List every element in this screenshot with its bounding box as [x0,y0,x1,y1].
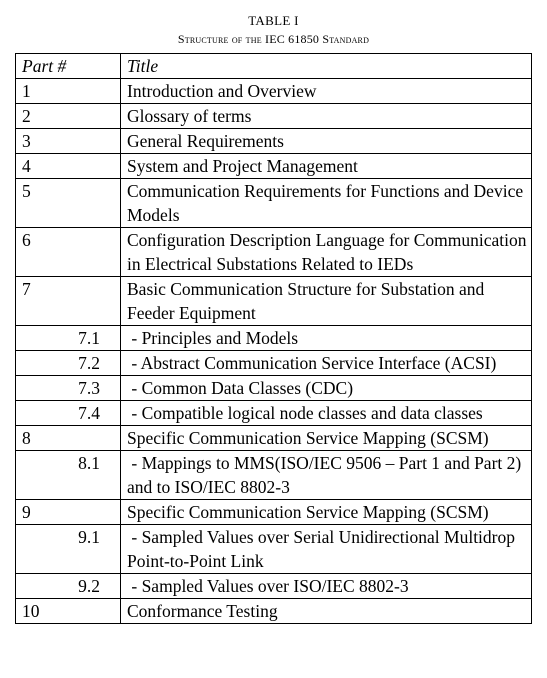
part-number-cell: 5 [16,179,121,228]
table-row [16,525,532,574]
part-title-cell: General Requirements [121,129,532,154]
table-row [16,401,532,426]
part-number-cell: 7.1 [16,326,121,351]
table-row [16,104,532,129]
part-title-cell: - Sampled Values over Serial Unidirectional Multidrop Point-to-Point Link [121,525,532,574]
part-title-cell: - Abstract Communication Service Interface (ACSI) [121,351,532,376]
part-number-cell: 9.2 [16,574,121,599]
part-number-cell: 7 [16,277,121,326]
table-title: Structure of the IEC 61850 Standard [177,32,370,46]
part-title-cell: - Principles and Models [121,326,532,351]
table-row [16,277,532,326]
part-number-cell: 4 [16,154,121,179]
part-title-cell: Specific Communication Service Mapping (SCSM) [121,426,532,451]
part-column-header: Part # [16,54,121,79]
table-row [16,129,532,154]
part-number-cell: 1 [16,79,121,104]
table-row [16,326,532,351]
table-label: TABLE I [248,13,299,28]
part-title-cell: Introduction and Overview [121,79,532,104]
part-number-cell: 7.3 [16,376,121,401]
table-row [16,376,532,401]
part-number-cell: 7.2 [16,351,121,376]
part-title-cell: Configuration Description Language for Communication in Electrical Substations Related to IEDs [121,228,532,277]
part-title-cell: Conformance Testing [121,599,532,624]
part-title-cell: - Compatible logical node classes and data classes [121,401,532,426]
table-row [16,574,532,599]
table-row [16,426,532,451]
table-row [16,351,532,376]
standard-structure-table [15,53,532,624]
part-number-cell: 2 [16,104,121,129]
part-title-cell: Basic Communication Structure for Substation and Feeder Equipment [121,277,532,326]
part-number-cell: 8 [16,426,121,451]
part-number-cell: 6 [16,228,121,277]
title-column-header: Title [121,54,532,79]
table-body [16,79,532,624]
part-title-cell: - Mappings to MMS(ISO/IEC 9506 – Part 1 and Part 2) and to ISO/IEC 8802-3 [121,451,532,500]
part-number-cell: 9 [16,500,121,525]
part-title-cell: System and Project Management [121,154,532,179]
table-row [16,79,532,104]
table-row [16,179,532,228]
part-number-cell: 10 [16,599,121,624]
table-row [16,451,532,500]
part-title-cell: - Common Data Classes (CDC) [121,376,532,401]
part-number-cell: 8.1 [16,451,121,500]
part-title-cell: Communication Requirements for Functions and Device Models [121,179,532,228]
part-title-cell: Specific Communication Service Mapping (SCSM) [121,500,532,525]
part-title-cell: Glossary of terms [121,104,532,129]
table-row [16,500,532,525]
part-number-cell: 3 [16,129,121,154]
part-number-cell: 7.4 [16,401,121,426]
table-row [16,154,532,179]
table-header-row [16,54,532,79]
table-row [16,228,532,277]
table-row [16,599,532,624]
part-title-cell: - Sampled Values over ISO/IEC 8802-3 [121,574,532,599]
part-number-cell: 9.1 [16,525,121,574]
